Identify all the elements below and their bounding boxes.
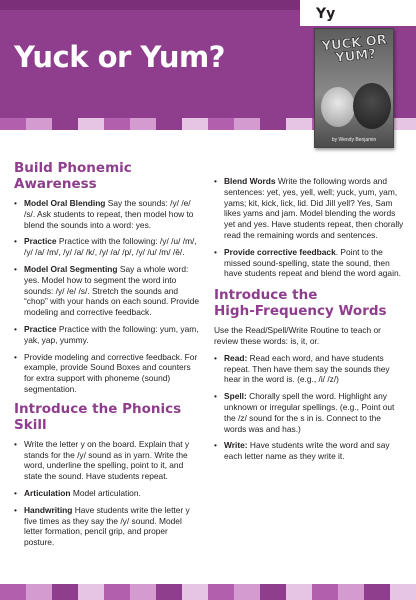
list-item: • Provide corrective feedback. Point to the missed sound-spelling, state the sound, then have students repeat and blend the word again. <box>214 247 404 279</box>
phonics-skill-list <box>14 439 200 548</box>
section-heading-phonemic-awareness: Build Phonemic Awareness <box>14 160 132 192</box>
high-frequency-list <box>214 353 404 462</box>
stripe-segment <box>182 118 208 130</box>
cat-illustration <box>321 87 355 127</box>
stripe-segment <box>390 584 416 600</box>
list-item: • Blend Words Write the following words and sentences: yet, yes, yell, well; yuck, yum, yam, yams; kit, kick, lick, lid. Did Jill yell? Yes, Sam likes yams and jam. Model blending the words yet and yes. Have students repeat, then chorally read the remaining words and sentences. <box>214 176 404 241</box>
blend-words-list <box>214 176 404 279</box>
stripe-segment <box>286 118 312 130</box>
list-item: • Provide modeling and corrective feedback. For example, provide Sound Boxes and counters for extra support with phoneme (sound) segmentation. <box>14 352 200 395</box>
stripe-segment <box>130 118 156 130</box>
phonemic-awareness-list <box>14 198 200 395</box>
stripe-segment <box>26 584 52 600</box>
list-item: • Write: Have students write the word and say each letter name as they write it. <box>214 440 404 462</box>
right-column <box>214 176 404 468</box>
dog-illustration <box>353 83 391 129</box>
list-item: • Handwriting Have students write the letter y five times as they say the /y/ sound. Model letter formation, pencil grip, and proper posture. <box>14 505 200 548</box>
stripe-segment <box>312 584 338 600</box>
stripe-segment <box>52 118 78 130</box>
stripe-segment <box>52 584 78 600</box>
decorative-stripe-bottom <box>0 584 416 600</box>
stripe-segment <box>182 584 208 600</box>
stripe-segment <box>26 118 52 130</box>
header-top-band <box>0 0 300 10</box>
list-item: • Model Oral Segmenting Say a whole word: yes. Model how to segment the word into sounds: /y/ /e/ /s/. Stretch the sounds and “chop” with your hands on each sound. Provide modeling and corrective feedback. <box>14 264 200 318</box>
list-item: • Write the letter y on the board. Explain that y stands for the /y/ sound as in yarn. Write the word, underline the spelling, point to it, and state the sound. Have students repeat. <box>14 439 200 482</box>
list-item: • Read: Read each word, and have students repeat. Then have them say the sounds they hear in the word is. (e.g., /i/ /z/) <box>214 353 404 385</box>
stripe-segment <box>104 584 130 600</box>
stripe-segment <box>234 584 260 600</box>
list-item: • Practice Practice with the following: /y/ /u/ /m/, /y/ /a/ /m/, /y/ /a/ /k/, /y/ /a/ /p/, /y/ /u/ /m/ /ē/. <box>14 236 200 258</box>
stripe-segment <box>208 118 234 130</box>
list-item: • Practice Practice with the following: yum, yam, yak, yap, yummy. <box>14 324 200 346</box>
stripe-segment <box>286 584 312 600</box>
stripe-segment <box>338 584 364 600</box>
list-item: • Articulation Model articulation. <box>14 488 200 499</box>
stripe-segment <box>260 118 286 130</box>
stripe-segment <box>208 584 234 600</box>
stripe-segment <box>156 584 182 600</box>
list-item: • Model Oral Blending Say the sounds: /y/ /e/ /s/. Ask students to repeat, then model how to blend the sounds into a word: yes. <box>14 198 200 230</box>
stripe-segment <box>260 584 286 600</box>
high-frequency-intro: Use the Read/Spell/Write Routine to teach or review these words: is, it, or. <box>214 325 381 346</box>
list-item: • Spell: Chorally spell the word. Highlight any unknown or irregular spellings. (e.g., Point out the /z/ sound for the s in is. Connect to the words was and has.) <box>214 391 404 434</box>
stripe-segment <box>0 118 26 130</box>
stripe-segment <box>234 118 260 130</box>
stripe-segment <box>104 118 130 130</box>
letter-label: Yy <box>316 6 336 22</box>
page-title: Yuck or Yum? <box>14 40 226 74</box>
section-heading-phonics-skill: Introduce the Phonics Skill <box>14 400 182 433</box>
stripe-segment <box>130 584 156 600</box>
left-column <box>14 160 200 554</box>
cover-author: by Wendy Benjamin <box>331 137 377 143</box>
section-heading-high-frequency-words: Introduce the High-Frequency Words <box>214 287 387 320</box>
stripe-segment <box>78 118 104 130</box>
stripe-segment <box>364 584 390 600</box>
stripe-segment <box>0 584 26 600</box>
book-cover-image <box>314 28 394 148</box>
cover-title: YUCK OR YUM? <box>321 32 388 67</box>
stripe-segment <box>78 584 104 600</box>
stripe-segment <box>156 118 182 130</box>
